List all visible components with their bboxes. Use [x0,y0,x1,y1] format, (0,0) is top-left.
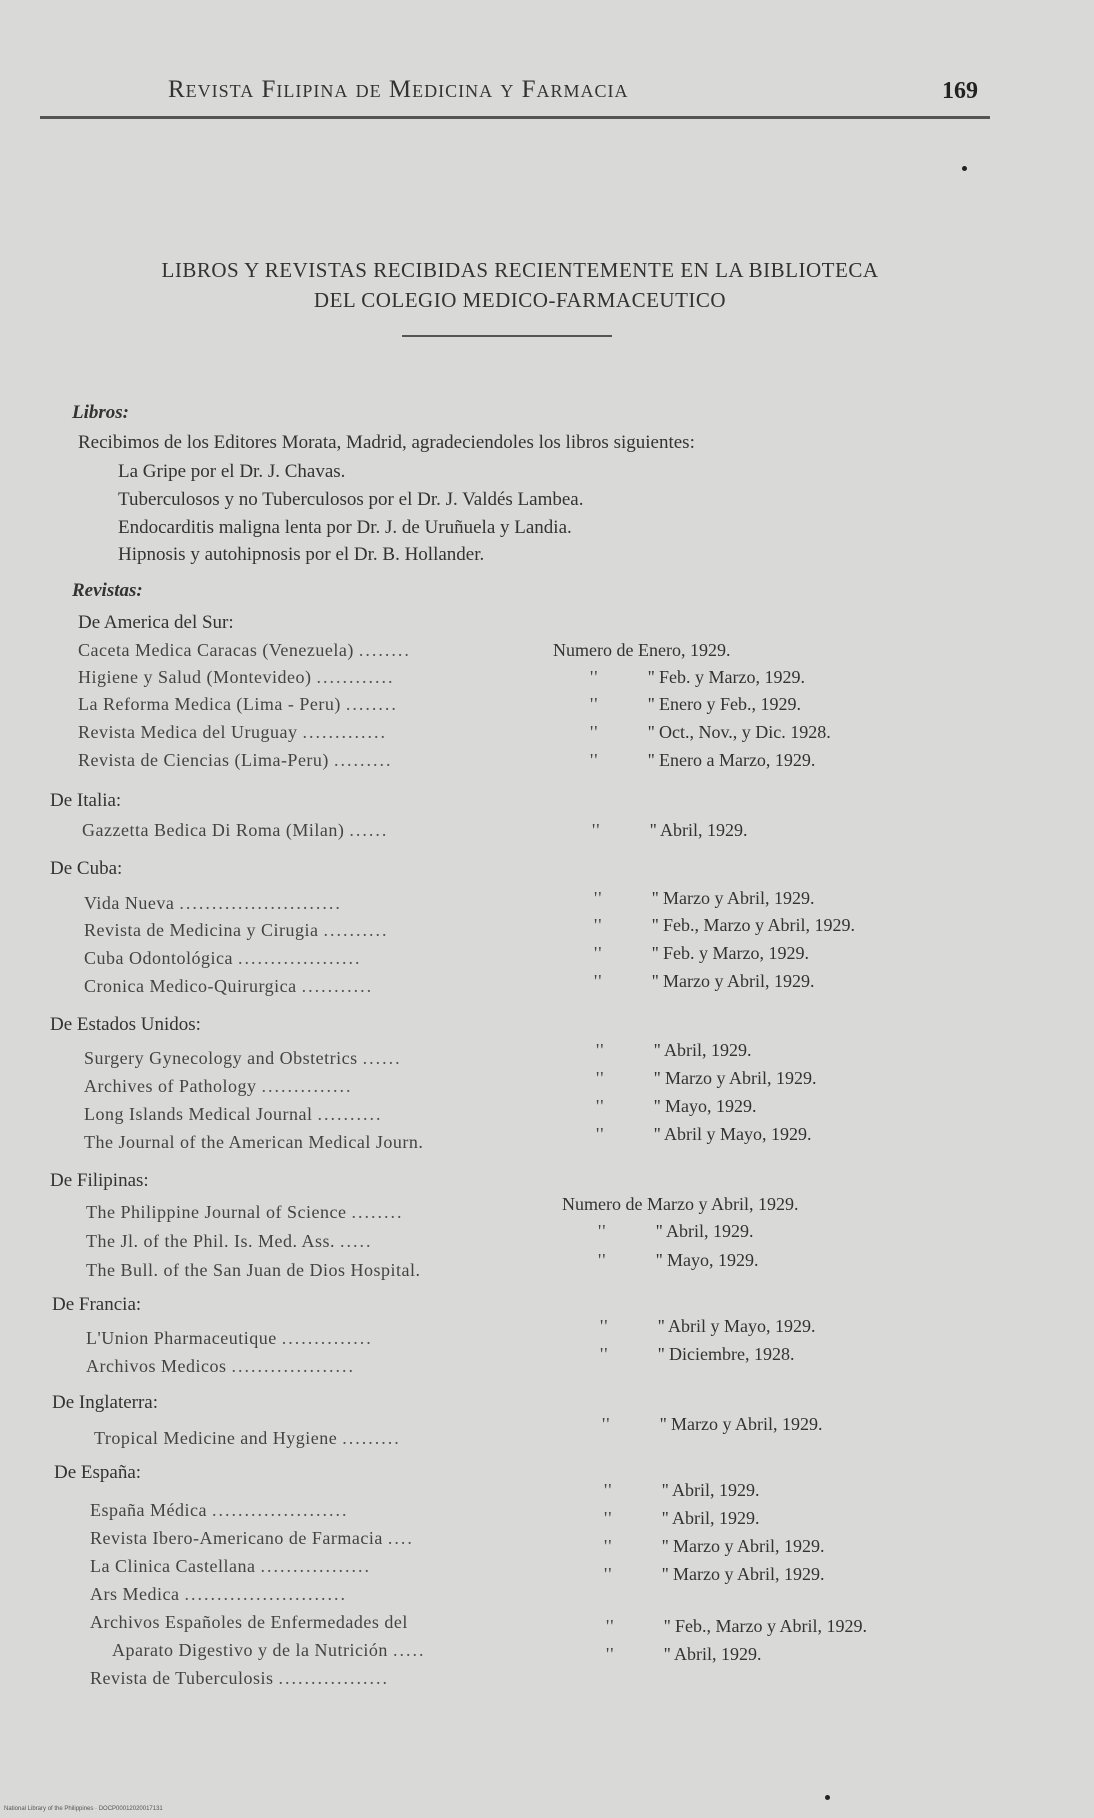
ditto-mark: '' [596,1096,605,1116]
journal-title: Revista Ibero-Americano de Farmacia .... [90,1528,414,1548]
issue-info: '' Feb. y Marzo, 1929. [652,943,809,963]
region-heading: De Cuba: [50,858,123,879]
journal-title: The Philippine Journal of Science ........ [86,1202,404,1222]
journal-title: The Journal of the American Medical Journ. [84,1132,424,1152]
journal-title: La Reforma Medica (Lima - Peru) ........ [78,694,398,714]
issue-info: '' Marzo y Abril, 1929. [652,971,815,991]
issue-info: '' Abril y Mayo, 1929. [658,1316,816,1336]
ditto-mark: '' [596,1040,605,1060]
journal-title: La Clinica Castellana ................. [90,1556,371,1576]
issue-info: '' Feb., Marzo y Abril, 1929. [664,1616,867,1636]
revistas-label: Revistas: [72,580,143,601]
ditto-mark: '' [600,1316,609,1336]
ditto-mark: '' [606,1644,615,1664]
journal-title: Ars Medica ......................... [90,1584,347,1604]
issue-info: '' Enero a Marzo, 1929. [648,750,816,770]
issue-info: '' Mayo, 1929. [656,1250,759,1270]
issue-info: '' Abril, 1929. [664,1644,762,1664]
journal-title: Aparato Digestivo y de la Nutrición ..... [112,1640,426,1660]
region-heading: De España: [54,1462,142,1483]
region-heading: De Italia: [50,790,122,811]
journal-title: Archivos Españoles de Enfermedades del [90,1612,408,1632]
ditto-mark: '' [590,722,599,742]
ditto-mark: '' [594,943,603,963]
journal-title: The Bull. of the San Juan de Dios Hospital. [86,1260,421,1280]
journal-title: L'Union Pharmaceutique .............. [86,1328,373,1348]
ditto-mark: '' [590,750,599,770]
issue-info: '' Oct., Nov., y Dic. 1928. [648,722,831,742]
issue-info: '' Marzo y Abril, 1929. [660,1414,823,1434]
ditto-mark: '' [602,1414,611,1434]
journal-title: Vida Nueva ......................... [84,893,342,913]
running-head: Revista Filipina de Medicina y Farmacia [168,76,629,103]
book-item: La Gripe por el Dr. J. Chavas. [118,461,346,482]
journal-title: Gazzetta Bedica Di Roma (Milan) ...... [82,820,389,840]
ditto-mark: '' [600,1344,609,1364]
book-item: Hipnosis y autohipnosis por el Dr. B. Hollander. [118,544,485,565]
region-heading: De America del Sur: [78,612,234,633]
journal-title: Cronica Medico-Quirurgica ........... [84,976,374,996]
libros-intro: Recibimos de los Editores Morata, Madrid, agradeciendoles los libros siguientes: [78,432,695,453]
issue-info: '' Diciembre, 1928. [658,1344,795,1364]
ditto-mark: '' [596,1068,605,1088]
issue-info: '' Marzo y Abril, 1929. [662,1564,825,1584]
ditto-mark: '' [594,888,603,908]
ditto-mark: '' [606,1616,615,1636]
header-rule [40,116,990,119]
ditto-mark: '' [604,1536,613,1556]
journal-title: Revista de Ciencias (Lima-Peru) ......... [78,750,393,770]
journal-title: Revista Medica del Uruguay ............. [78,722,387,742]
journal-title: The Jl. of the Phil. Is. Med. Ass. ..... [86,1231,373,1251]
issue-info: Numero de Marzo y Abril, 1929. [562,1194,799,1214]
journal-title: Higiene y Salud (Montevideo) ............ [78,667,395,687]
journal-title: Caceta Medica Caracas (Venezuela) ........ [78,640,411,660]
ditto-mark: '' [604,1508,613,1528]
issue-info: '' Marzo y Abril, 1929. [652,888,815,908]
ditto-mark: '' [598,1221,607,1241]
journal-title: Long Islands Medical Journal .......... [84,1104,383,1124]
ditto-mark: '' [590,667,599,687]
issue-info: '' Abril, 1929. [654,1040,752,1060]
journal-title: Surgery Gynecology and Obstetrics ...... [84,1048,402,1068]
ditto-mark: '' [594,915,603,935]
libros-label: Libros: [72,402,129,423]
region-heading: De Filipinas: [50,1170,149,1191]
issue-info: '' Enero y Feb., 1929. [648,694,801,714]
book-item: Endocarditis maligna lenta por Dr. J. de Uruñuela y Landia. [118,517,572,538]
scan-footer: National Library of the Philippines · DOCP00012020017131 [4,1806,163,1812]
article-title-line-2: DEL COLEGIO MEDICO-FARMACEUTICO [313,288,727,312]
ditto-mark: '' [594,971,603,991]
region-heading: De Francia: [52,1294,142,1315]
issue-info: '' Abril, 1929. [662,1508,760,1528]
article-title-line-1: LIBROS Y REVISTAS RECIBIDAS RECIENTEMENTE EN LA BIBLIOTECA [161,258,879,282]
issue-info: '' Mayo, 1929. [654,1096,757,1116]
journal-title: Archivos Medicos ................... [86,1356,355,1376]
page-number: 169 [942,78,978,104]
issue-info: '' Abril y Mayo, 1929. [654,1124,812,1144]
issue-info: '' Feb. y Marzo, 1929. [648,667,805,687]
ditto-mark: '' [604,1564,613,1584]
journal-title: Tropical Medicine and Hygiene ......... [94,1428,401,1448]
region-heading: De Estados Unidos: [50,1014,201,1035]
ditto-mark: '' [598,1250,607,1270]
issue-info: '' Abril, 1929. [656,1221,754,1241]
journal-title: Revista de Medicina y Cirugia .......... [84,920,389,940]
journal-title: Archives of Pathology .............. [84,1076,353,1096]
issue-info: '' Abril, 1929. [650,820,748,840]
issue-info: '' Marzo y Abril, 1929. [654,1068,817,1088]
issue-info: '' Feb., Marzo y Abril, 1929. [652,915,855,935]
print-speck [825,1795,830,1800]
issue-info: '' Abril, 1929. [662,1480,760,1500]
print-speck [962,166,967,171]
book-item: Tuberculosos y no Tuberculosos por el Dr. J. Valdés Lambea. [118,489,584,510]
region-heading: De Inglaterra: [52,1392,159,1413]
journal-title: Cuba Odontológica ................... [84,948,362,968]
ditto-mark: '' [590,694,599,714]
ditto-mark: '' [596,1124,605,1144]
ditto-mark: '' [604,1480,613,1500]
issue-info: '' Marzo y Abril, 1929. [662,1536,825,1556]
title-rule [402,335,612,337]
journal-title: España Médica ..................... [90,1500,349,1520]
journal-title: Revista de Tuberculosis ................. [90,1668,390,1688]
ditto-mark: '' [592,820,601,840]
issue-info: Numero de Enero, 1929. [553,640,731,660]
